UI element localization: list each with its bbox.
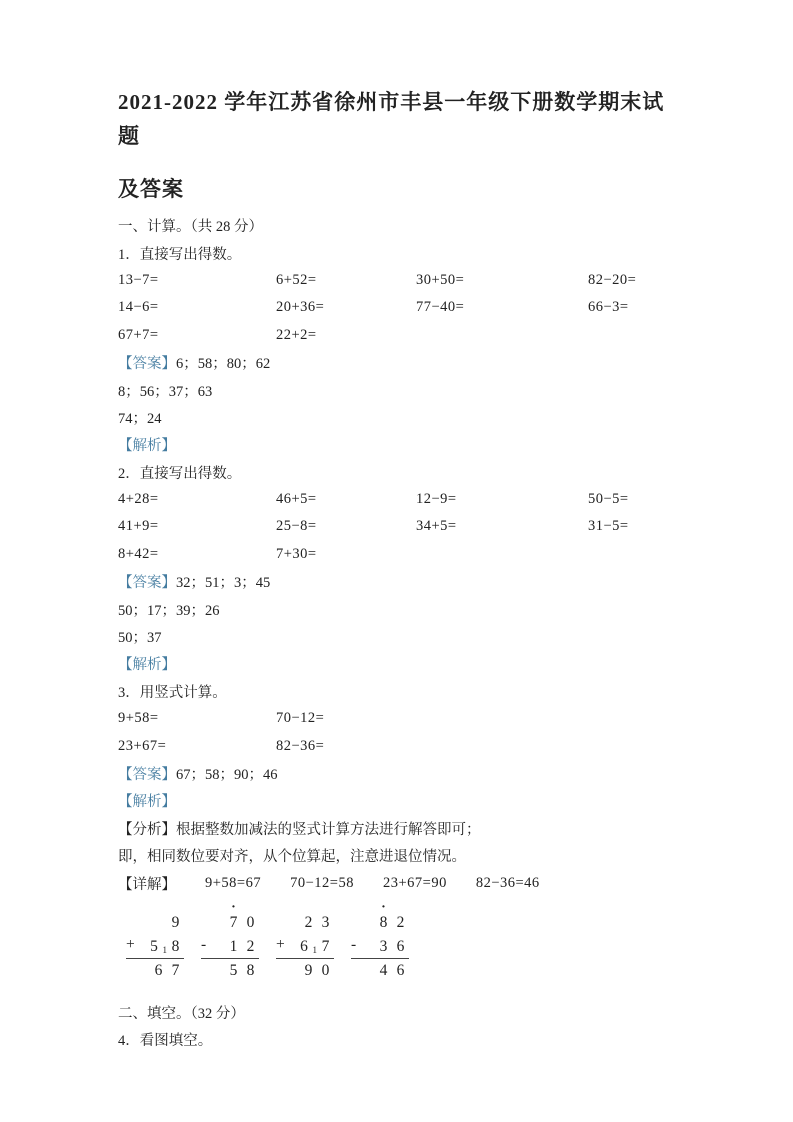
question3-stem: 3．用竖式计算。 — [118, 684, 227, 701]
minuend-units: 2 — [396, 913, 405, 931]
equation: 14−6= — [118, 299, 159, 316]
vertical-calc-23plus67 — [276, 905, 334, 980]
operator-sign: + — [126, 935, 135, 953]
minuend-units: 3 — [321, 913, 330, 931]
worked-equation: 23+67=90 — [382, 874, 447, 891]
question1-answer-line2 — [118, 376, 683, 403]
result-tens: 4 — [379, 961, 388, 979]
equation: 9+58= — [118, 710, 159, 727]
operand-units: 6 — [396, 937, 405, 955]
equation: 4+28= — [118, 491, 159, 508]
answer-text: 50；17；39；26 — [118, 602, 220, 619]
result-units: 0 — [321, 961, 330, 979]
question1-answer-line3 — [118, 404, 683, 431]
question2-row2 — [118, 513, 683, 540]
answer-text: 6；58；80；62 — [176, 356, 271, 373]
carry-mark: 1 — [162, 944, 167, 955]
exam-title-line1: 2021-2022 学年江苏省徐州市丰县一年级下册数学期末试题 — [118, 90, 665, 148]
question3-analysis-label — [118, 787, 683, 814]
minuend-tens: · 8 — [379, 899, 388, 931]
equation: 7+30= — [276, 545, 317, 562]
equation: 41+9= — [118, 518, 159, 535]
question1-stem: 1．直接写出得数。 — [118, 246, 242, 263]
answer-label: 【答案】 — [118, 356, 176, 373]
answer-label: 【答案】 — [118, 767, 176, 783]
borrow-dot: · — [381, 899, 386, 915]
question1-analysis-label — [118, 431, 683, 458]
analysis-label: 【解析】 — [118, 794, 176, 811]
worked-equation: 70−12=58 — [290, 874, 354, 891]
equation: 66−3= — [588, 299, 629, 316]
document-body — [118, 212, 683, 1054]
vertical-calc-82minus36 — [351, 899, 409, 980]
answer-text: 67；58；90；46 — [176, 767, 278, 783]
analysis-label: 【解析】 — [118, 438, 176, 455]
equation: 82−20= — [588, 271, 637, 288]
result-units: 8 — [246, 961, 255, 979]
question2-row3 — [118, 541, 683, 568]
equation: 34+5= — [416, 518, 457, 535]
equation: 6+52= — [276, 271, 317, 288]
result-tens: 9 — [304, 961, 313, 979]
operand-units: 7 — [321, 937, 330, 955]
worked-equation: 82−36=46 — [475, 874, 540, 891]
question3-xiangjie-line — [118, 869, 683, 896]
equation: 8+42= — [118, 545, 159, 562]
vertical-calculations — [126, 899, 683, 989]
minuend-units: 0 — [246, 913, 255, 931]
result-units: 7 — [171, 961, 180, 979]
minuend-tens: · 7 — [229, 899, 238, 931]
question1-answer-line1 — [118, 349, 683, 376]
question4-stem: 4．看图填空。 — [118, 1033, 213, 1050]
equation: 77−40= — [416, 299, 465, 316]
question2-answer-line3 — [118, 623, 683, 650]
question1-row1 — [118, 267, 683, 294]
equation: 31−5= — [588, 518, 629, 535]
question3-fenxi-line2: 即，相同数位要对齐，从个位算起，注意进退位情况。 — [118, 849, 466, 866]
equation: 20+36= — [276, 299, 325, 316]
result-tens: 5 — [229, 961, 238, 979]
answer-text: 8；56；37；63 — [118, 383, 213, 400]
vertical-calc-9plus58 — [126, 905, 184, 980]
question2-stem: 2．直接写出得数。 — [118, 465, 242, 482]
analysis-label: 【解析】 — [118, 657, 176, 674]
operand-units: 8 — [171, 937, 180, 955]
question3-row2 — [118, 732, 683, 759]
question2-row1 — [118, 486, 683, 513]
vertical-calc-70minus12 — [201, 899, 259, 980]
operand-tens: 3 — [379, 937, 388, 955]
equation: 22+2= — [276, 326, 317, 343]
operand-tens: 5 — [150, 937, 158, 955]
question1-row2 — [118, 294, 683, 321]
borrow-dot: · — [231, 899, 236, 915]
worked-equation: 9+58=67 — [205, 874, 262, 891]
operator-sign: - — [201, 935, 207, 953]
answer-text: 74；24 — [118, 410, 162, 427]
equation: 50−5= — [588, 491, 629, 508]
operand-tens: 6 — [300, 937, 308, 955]
equation: 70−12= — [276, 710, 325, 727]
question2-analysis-label — [118, 650, 683, 677]
equation: 67+7= — [118, 326, 159, 343]
answer-text: 50；37 — [118, 630, 162, 647]
operator-sign: - — [351, 935, 357, 953]
equation: 46+5= — [276, 491, 317, 508]
minuend-tens: 2 — [304, 913, 313, 931]
minuend-units: 9 — [171, 913, 180, 931]
question1-row3 — [118, 322, 683, 349]
answer-label: 【答案】 — [118, 575, 176, 592]
section2-heading: 二、填空。（32 分） — [118, 1005, 245, 1022]
result-units: 6 — [396, 961, 405, 979]
xiangjie-label: 【详解】 — [118, 876, 176, 893]
equation: 25−8= — [276, 518, 317, 535]
equation: 82−36= — [276, 737, 325, 754]
operand-tens: 1 — [229, 937, 238, 955]
result-tens: 6 — [154, 961, 163, 979]
answer-text: 32；51；3；45 — [176, 575, 271, 592]
question2-answer-line2 — [118, 595, 683, 622]
carry-mark: 1 — [312, 944, 317, 955]
equation: 30+50= — [416, 271, 465, 288]
question3-fenxi-line1: 【分析】根据整数加减法的竖式计算方法进行解答即可； — [118, 821, 481, 838]
exam-title-line2: 及答案 — [118, 177, 184, 201]
operator-sign: + — [276, 935, 285, 953]
equation: 23+67= — [118, 737, 167, 754]
section1-heading: 一、计算。（共 28 分） — [118, 219, 263, 236]
question3-row1 — [118, 705, 683, 732]
operand-units: 2 — [246, 937, 255, 955]
question2-answer-line1 — [118, 568, 683, 595]
equation: 12−9= — [416, 491, 457, 508]
equation: 13−7= — [118, 271, 159, 288]
question3-answer-line — [118, 760, 683, 787]
